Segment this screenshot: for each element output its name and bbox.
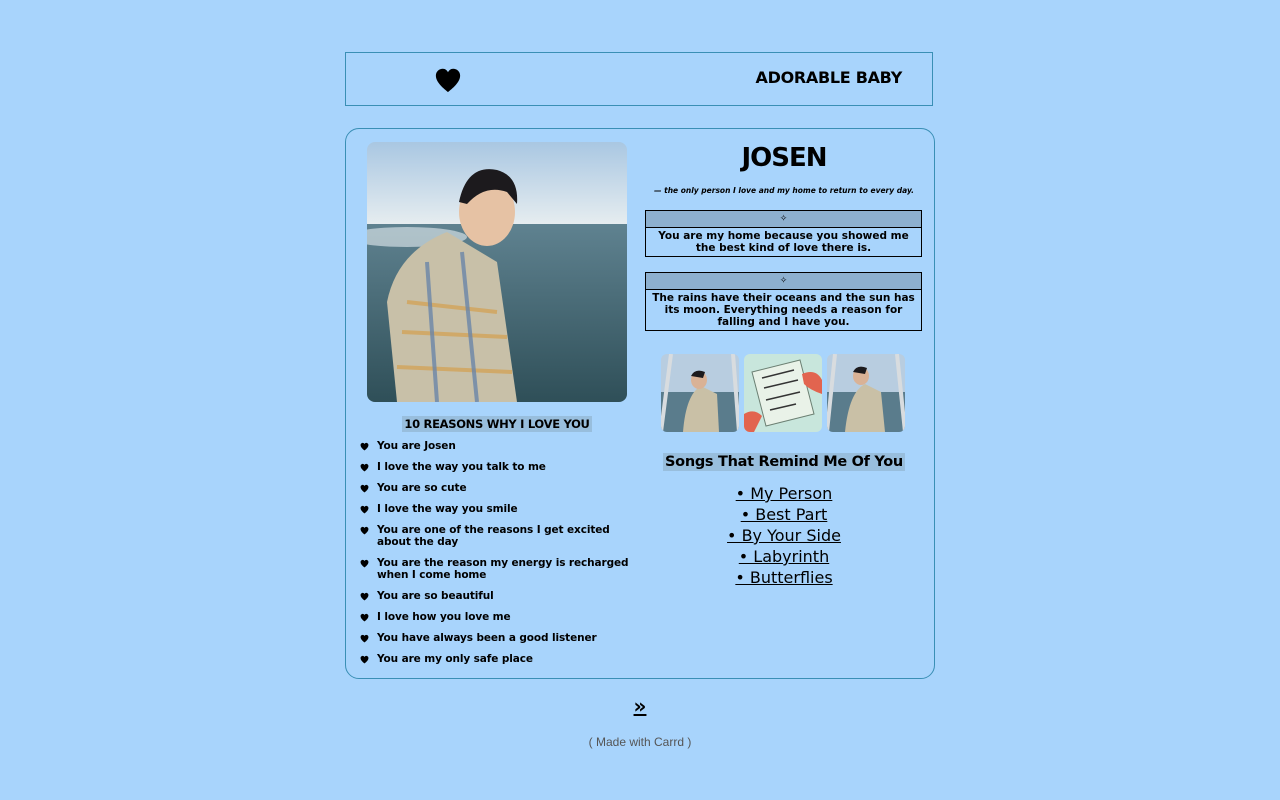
list-item (646, 525, 922, 546)
song-link[interactable]: • Butterflies (735, 568, 833, 587)
list-item: You have always been a good listener (358, 632, 633, 644)
site-header (345, 52, 933, 106)
note-marker: ✧ (646, 273, 921, 290)
heart-icon (360, 484, 369, 493)
note-box (645, 210, 922, 257)
songs-title: Songs That Remind Me Of You (665, 454, 903, 470)
profile-tagline: — the only person I love and my home to return to every day. (654, 186, 914, 195)
heart-icon (360, 592, 369, 601)
song-link[interactable]: • By Your Side (727, 526, 841, 545)
list-item: You are so beautiful (358, 590, 633, 602)
heart-icon (360, 526, 369, 535)
heart-icon (360, 442, 369, 451)
heart-icon (360, 634, 369, 643)
songs-list (646, 483, 922, 588)
next-page-link[interactable]: » (633, 694, 647, 718)
reasons-list (358, 440, 633, 674)
list-item: I love the way you talk to me (358, 461, 633, 473)
song-link[interactable]: • Best Part (740, 505, 828, 524)
heart-icon (360, 505, 369, 514)
heart-icon (360, 655, 369, 664)
photo-gallery (661, 354, 905, 432)
heart-icon (360, 613, 369, 622)
reasons-title: 10 REASONS WHY I LOVE YOU (404, 417, 590, 431)
song-link[interactable]: • My Person (735, 484, 833, 503)
made-with-carrd-link[interactable]: ( Made with Carrd ) (588, 735, 692, 749)
profile-card (345, 128, 935, 679)
main-photo (367, 142, 627, 402)
list-item: You are one of the reasons I get excited about the day (358, 524, 633, 548)
gallery-photo[interactable] (744, 354, 822, 432)
heart-icon (434, 67, 462, 93)
note-text: You are my home because you showed me the best kind of love there is. (658, 230, 909, 254)
list-item (646, 567, 922, 588)
profile-name: JOSEN (741, 143, 827, 173)
list-item: I love how you love me (358, 611, 633, 623)
song-link[interactable]: • Labyrinth (738, 547, 830, 566)
site-brand: ADORABLE BABY (755, 68, 902, 87)
list-item: You are my only safe place (358, 653, 633, 665)
note-marker: ✧ (646, 211, 921, 228)
list-item (646, 504, 922, 525)
note-box (645, 272, 922, 331)
heart-icon (360, 463, 369, 472)
gallery-photo[interactable] (661, 354, 739, 432)
list-item: You are Josen (358, 440, 633, 452)
note-text: The rains have their oceans and the sun has its moon. Everything needs a reason for falling and I have you. (652, 292, 915, 328)
list-item (646, 546, 922, 567)
gallery-photo[interactable] (827, 354, 905, 432)
list-item (646, 483, 922, 504)
list-item: You are the reason my energy is recharged when I come home (358, 557, 633, 581)
list-item: You are so cute (358, 482, 633, 494)
heart-icon (360, 559, 369, 568)
list-item: I love the way you smile (358, 503, 633, 515)
